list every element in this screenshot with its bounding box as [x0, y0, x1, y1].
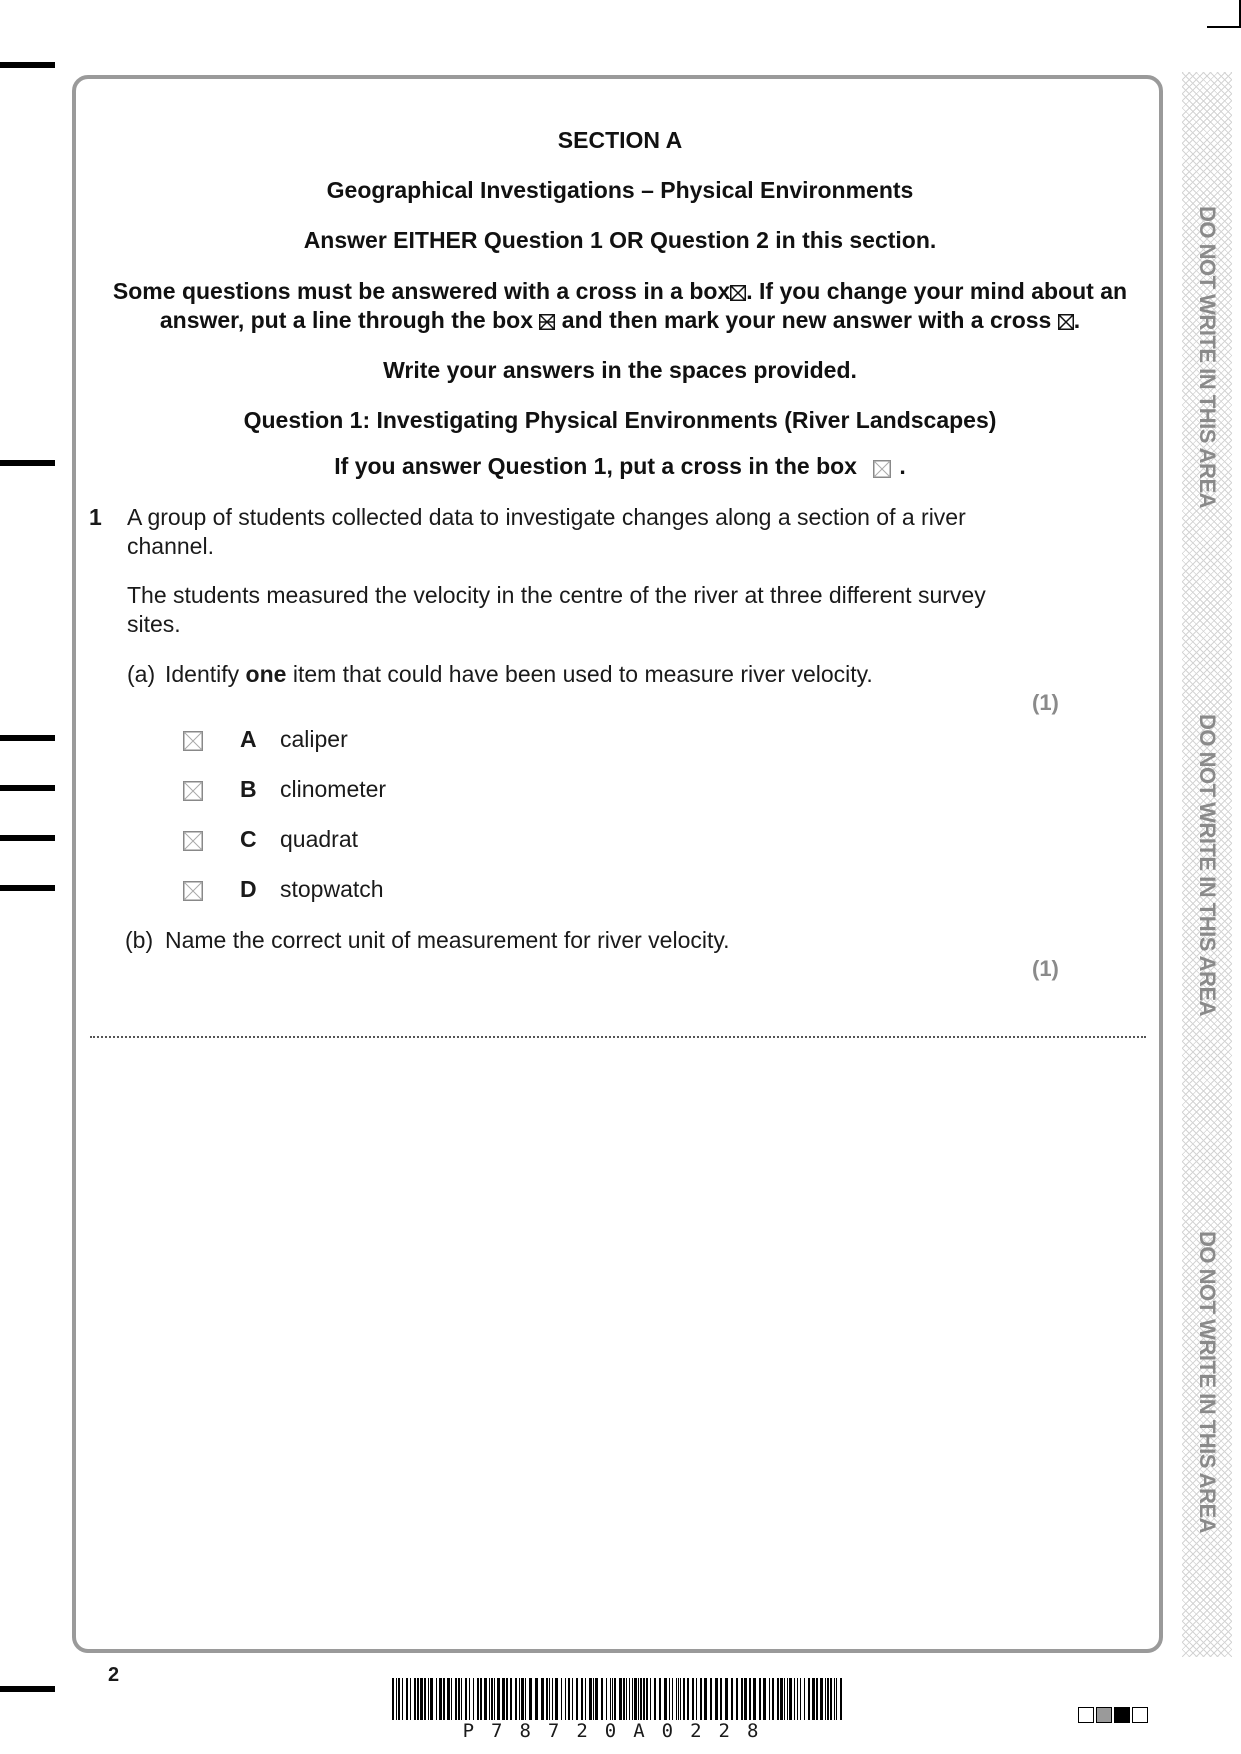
barcode-bar [506, 1678, 508, 1720]
barcode-bar [808, 1678, 810, 1720]
barcode-bar [715, 1678, 718, 1720]
registration-mark [0, 835, 55, 841]
margin-warning: DO NOT WRITE IN THIS AREA [1195, 205, 1220, 508]
barcode-bar [417, 1678, 419, 1720]
barcode-bar [784, 1678, 785, 1720]
barcode-bar [535, 1678, 538, 1720]
barcode-bar [439, 1678, 442, 1720]
barcode-bar [406, 1678, 408, 1720]
barcode-bar [606, 1678, 607, 1720]
question-choice-box[interactable] [873, 460, 889, 476]
barcode-bar [680, 1678, 681, 1720]
barcode-bar [672, 1678, 673, 1720]
barcode-bar [428, 1678, 429, 1720]
question-heading: Question 1: Investigating Physical Environments (River Landscapes) [243, 407, 997, 433]
question-intro: A group of students collected data to investigate changes along a section of a river channel. [127, 504, 966, 559]
part-a-emphasis: one [245, 661, 287, 687]
barcode-bar [549, 1678, 550, 1720]
barcode-bar [497, 1678, 500, 1720]
barcode-bar [473, 1678, 474, 1720]
corner-mark [1207, 26, 1241, 28]
barcode-bar [430, 1678, 433, 1720]
barcode-bar [552, 1678, 553, 1720]
crossed-box-icon [730, 285, 746, 301]
option-checkbox-icon[interactable] [183, 731, 203, 751]
marker-square [1114, 1707, 1130, 1723]
barcode-bar [581, 1678, 583, 1720]
part-a-marks: (1) [1032, 690, 1059, 715]
option-label: caliper [280, 726, 348, 752]
barcode-bar [840, 1678, 842, 1720]
barcode-bar [664, 1678, 667, 1720]
barcode-bar [836, 1678, 837, 1720]
cross-instruction-text: . If you change your mind about an [746, 278, 1128, 304]
option-checkbox-icon[interactable] [183, 831, 203, 851]
part-b-marks: (1) [1032, 956, 1059, 981]
barcode-bar [650, 1678, 651, 1720]
barcode-bar [643, 1678, 645, 1720]
question-number: 1 [89, 504, 102, 530]
barcode-bar [502, 1678, 505, 1720]
barcode-bar [632, 1678, 633, 1720]
barcode-bar [491, 1678, 493, 1720]
barcode-bar [519, 1678, 520, 1720]
registration-mark [0, 460, 55, 466]
registration-mark [0, 885, 55, 891]
barcode-bar [830, 1678, 832, 1720]
barcode-bar [797, 1678, 798, 1720]
cross-instruction-text: Some questions must be answered with a cross in a box [112, 278, 731, 304]
barcode-bar [489, 1678, 490, 1720]
barcode-bar [424, 1678, 426, 1720]
barcode-bar [484, 1678, 487, 1720]
barcode-bar [725, 1678, 728, 1720]
barcode-bar [812, 1678, 815, 1720]
barcode-bar [827, 1678, 829, 1720]
barcode-bar [593, 1678, 594, 1720]
barcode-bar [789, 1678, 792, 1720]
registration-mark [0, 785, 55, 791]
barcode-bar [678, 1678, 679, 1720]
barcode-bar [638, 1678, 639, 1720]
barcode-bar [626, 1678, 627, 1720]
barcode-bar [589, 1678, 592, 1720]
barcode-bar [529, 1678, 532, 1720]
struck-crossed-box-icon [539, 314, 555, 330]
marker-square [1132, 1707, 1148, 1723]
answer-q1-text: . [899, 453, 906, 479]
barcode-bar [634, 1678, 637, 1720]
option-checkbox-icon[interactable] [183, 781, 203, 801]
barcode-bar [744, 1678, 747, 1720]
option-label: clinometer [280, 776, 387, 802]
barcode-bar [565, 1678, 566, 1720]
barcode-bar [458, 1678, 460, 1720]
barcode-bar [494, 1678, 495, 1720]
registration-mark [0, 62, 55, 68]
instruction-either: Answer EITHER Question 1 OR Question 2 in this section. [303, 227, 937, 253]
barcode-bar [800, 1678, 801, 1720]
write-answers-instruction: Write your answers in the spaces provided. [383, 357, 857, 383]
barcode-bar [480, 1678, 482, 1720]
barcode-bar [834, 1678, 835, 1720]
marker-square [1096, 1707, 1112, 1723]
cross-instruction-text: answer, put a line through the box [159, 307, 534, 333]
barcode-bar [820, 1678, 823, 1720]
barcode-bar [731, 1678, 733, 1720]
barcode-bar [787, 1678, 788, 1720]
barcode-bar [612, 1678, 613, 1720]
option-letter: B [240, 776, 257, 802]
barcode-bar [465, 1678, 467, 1720]
barcode-bar [396, 1678, 397, 1720]
barcode-bar [777, 1678, 779, 1720]
barcode-bar [392, 1678, 394, 1720]
barcode-text: P78720A0228 [462, 1720, 776, 1742]
barcode-bar [576, 1678, 578, 1720]
barcode-bar [687, 1678, 689, 1720]
barcode-bar [610, 1678, 611, 1720]
barcode-bar [794, 1678, 795, 1720]
barcode-bar [749, 1678, 751, 1720]
option-checkbox-icon[interactable] [183, 881, 203, 901]
barcode-bar [736, 1678, 738, 1720]
option-letter: D [240, 876, 257, 902]
barcode-bar [568, 1678, 570, 1720]
section-subtitle: Geographical Investigations – Physical Environments [326, 177, 914, 203]
cross-instruction [90, 277, 1150, 335]
part-b-question: Name the correct unit of measurement for river velocity. [165, 927, 730, 953]
part-a-text: item that could have been used to measure river velocity. [286, 661, 873, 687]
part-a-text: Identify [165, 661, 246, 687]
barcode-bar [414, 1678, 416, 1720]
cross-instruction-text: and then mark your new answer with a cross [561, 307, 1052, 333]
barcode-bar [825, 1678, 826, 1720]
margin-warning: DO NOT WRITE IN THIS AREA [1195, 1230, 1220, 1533]
barcode-bar [816, 1678, 818, 1720]
barcode-bar [763, 1678, 766, 1720]
barcode-bar [546, 1678, 548, 1720]
barcode-bar [753, 1678, 756, 1720]
part-b-label: (b) [125, 927, 154, 953]
barcode-bar [515, 1678, 517, 1720]
barcode-bar [769, 1678, 770, 1720]
barcode-bar [402, 1678, 403, 1720]
barcode-bar [541, 1678, 544, 1720]
option-label: quadrat [280, 826, 359, 852]
barcode-bar [623, 1678, 625, 1720]
barcode-bar [759, 1678, 761, 1720]
barcode-bar [525, 1678, 526, 1720]
barcode-bar [601, 1678, 603, 1720]
barcode-bar [510, 1678, 512, 1720]
barcode [392, 1678, 846, 1720]
registration-mark [0, 1686, 55, 1692]
barcode-bar [398, 1678, 400, 1720]
crossed-box-icon [1058, 314, 1074, 330]
option-letter: A [240, 726, 257, 752]
barcode-bar [469, 1678, 470, 1720]
barcode-bar [555, 1678, 558, 1720]
barcode-bar [436, 1678, 437, 1720]
barcode-bar [710, 1678, 712, 1720]
cross-instruction-text: . [1073, 307, 1081, 333]
barcode-bar [780, 1678, 783, 1720]
barcode-bar [669, 1678, 670, 1720]
part-a-question [165, 660, 1045, 689]
answer-q1-text: If you answer Question 1, put a cross in the box [334, 453, 857, 479]
barcode-bar [646, 1678, 648, 1720]
barcode-bar [455, 1678, 457, 1720]
barcode-bar [619, 1678, 622, 1720]
barcode-bar [654, 1678, 656, 1720]
barcode-bar [614, 1678, 616, 1720]
barcode-bar [420, 1678, 423, 1720]
barcode-bar [741, 1678, 743, 1720]
barcode-bar [772, 1678, 774, 1720]
barcode-bar [804, 1678, 805, 1720]
barcode-bar [451, 1678, 452, 1720]
barcode-bar [629, 1678, 630, 1720]
registration-mark [0, 735, 55, 741]
question-intro: The students measured the velocity in the centre of the river at three different survey sites. [127, 582, 986, 637]
page-marker-squares [1078, 1707, 1148, 1723]
barcode-bar [410, 1678, 411, 1720]
margin-strip [1182, 72, 1232, 1657]
barcode-bar [477, 1678, 479, 1720]
barcode-bar [659, 1678, 661, 1720]
page-number: 2 [108, 1664, 120, 1686]
option-label: stopwatch [280, 876, 384, 902]
barcode-bar [720, 1678, 722, 1720]
answer-line[interactable] [90, 1036, 1146, 1038]
answer-q1-instruction [90, 453, 1150, 480]
barcode-bar [640, 1678, 642, 1720]
barcode-bar [447, 1678, 450, 1720]
marker-square [1078, 1707, 1094, 1723]
barcode-bar [521, 1678, 524, 1720]
barcode-bar [676, 1678, 677, 1720]
barcode-bar [585, 1678, 586, 1720]
barcode-bar [572, 1678, 573, 1720]
barcode-bar [696, 1678, 697, 1720]
barcode-bar [443, 1678, 445, 1720]
barcode-bar [692, 1678, 694, 1720]
section-title: SECTION A [557, 127, 683, 153]
barcode-bar [461, 1678, 462, 1720]
margin-warning: DO NOT WRITE IN THIS AREA [1195, 713, 1220, 1016]
barcode-bar [595, 1678, 598, 1720]
barcode-bar [700, 1678, 702, 1720]
option-letter: C [240, 826, 257, 852]
barcode-bar [561, 1678, 562, 1720]
barcode-bar [704, 1678, 707, 1720]
barcode-bar [683, 1678, 685, 1720]
part-a-label: (a) [127, 661, 156, 687]
